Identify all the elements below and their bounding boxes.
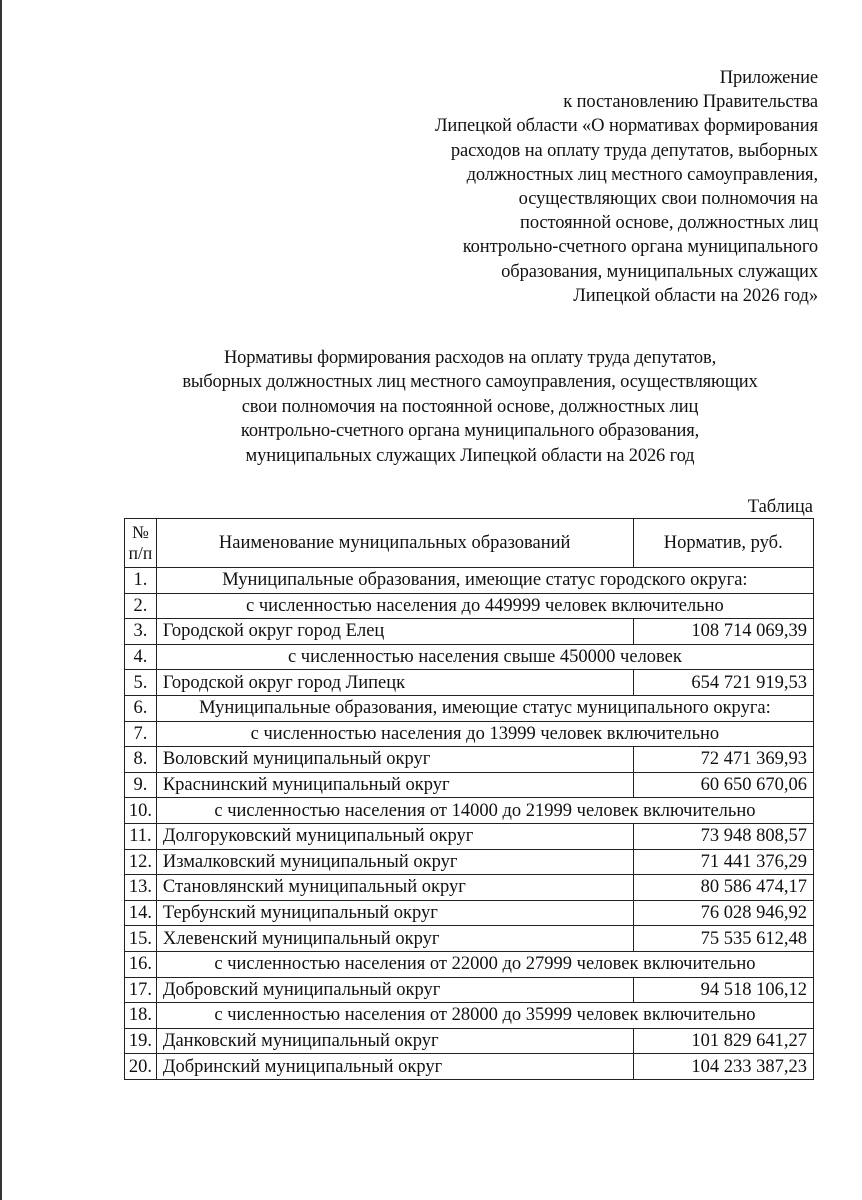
appendix-line: к постановлению Правительства: [563, 92, 818, 113]
norms-table: [124, 518, 814, 1080]
table-row: [125, 849, 814, 875]
appendix-line: расходов на оплату труда депутатов, выборных: [450, 140, 818, 161]
header-number: [125, 519, 157, 568]
row-number: 11.: [125, 823, 157, 849]
section-heading: с численностью населения от 22000 до 27999 человек включительно: [156, 951, 813, 977]
section-heading: с численностью населения до 449999 человек включительно: [156, 593, 813, 619]
norm-value: 654 721 919,53: [633, 670, 813, 696]
section-heading: с численностью населения от 14000 до 21999 человек включительно: [156, 798, 813, 824]
appendix-line: осуществляющих свои полномочия на: [518, 189, 818, 210]
municipality-name: Тербунский муниципальный округ: [156, 900, 633, 926]
title-line: контрольно-счетного органа муниципального образования,: [240, 421, 700, 442]
row-number: 2.: [125, 593, 157, 619]
table-section-row: [125, 568, 814, 594]
table-section-row: [125, 644, 814, 670]
norm-value: 104 233 387,23: [633, 1054, 813, 1080]
norm-value: 72 471 369,93: [633, 747, 813, 773]
appendix-line: Приложение: [719, 68, 818, 88]
table-section-row: [125, 721, 814, 747]
table-row: [125, 875, 814, 901]
row-number: 6.: [125, 695, 157, 721]
row-number: 19.: [125, 1028, 157, 1054]
municipality-name: Долгоруковский муниципальный округ: [156, 823, 633, 849]
table-row: [125, 1054, 814, 1080]
row-number: 7.: [125, 721, 157, 747]
header-number-symbol: №: [132, 522, 149, 542]
header-value: Норматив, руб.: [633, 519, 813, 568]
row-number: 18.: [125, 1003, 157, 1029]
municipality-name: Добровский муниципальный округ: [156, 977, 633, 1003]
norm-value: 71 441 376,29: [633, 849, 813, 875]
norm-value: 94 518 106,12: [633, 977, 813, 1003]
municipality-name: Хлевенский муниципальный округ: [156, 926, 633, 952]
table-section-row: [125, 695, 814, 721]
table-row: [125, 772, 814, 798]
row-number: 3.: [125, 619, 157, 645]
row-number: 1.: [125, 568, 157, 594]
header-number-abbrev: п/п: [128, 543, 153, 563]
norm-value: 80 586 474,17: [633, 875, 813, 901]
norm-value: 60 650 670,06: [633, 772, 813, 798]
appendix-line: Липецкой области «О нормативах формирования: [434, 116, 818, 137]
table-row: [125, 900, 814, 926]
municipality-name: Добринский муниципальный округ: [156, 1054, 633, 1080]
row-number: 8.: [125, 747, 157, 773]
row-number: 5.: [125, 670, 157, 696]
table-row: [125, 823, 814, 849]
appendix-header: [338, 66, 818, 308]
table-row: [125, 670, 814, 696]
norm-value: 76 028 946,92: [633, 900, 813, 926]
row-number: 16.: [125, 951, 157, 977]
municipality-name: Городской округ город Липецк: [156, 670, 633, 696]
table-row: [125, 977, 814, 1003]
section-heading: Муниципальные образования, имеющие статус муниципального округа:: [156, 695, 813, 721]
row-number: 10.: [125, 798, 157, 824]
table-body: [125, 568, 814, 1080]
appendix-line: Липецкой области на 2026 год»: [573, 285, 818, 306]
appendix-line: должностных лиц местного самоуправления,: [466, 164, 818, 185]
table-row: [125, 926, 814, 952]
appendix-line: образования, муниципальных служащих: [501, 261, 818, 282]
municipality-name: Воловский муниципальный округ: [156, 747, 633, 773]
row-number: 20.: [125, 1054, 157, 1080]
municipality-name: Краснинский муниципальный округ: [156, 772, 633, 798]
title-line: выборных должностных лиц местного самоуправления, осуществляющих: [182, 372, 758, 393]
row-number: 9.: [125, 772, 157, 798]
row-number: 17.: [125, 977, 157, 1003]
row-number: 12.: [125, 849, 157, 875]
section-heading: с численностью населения свыше 450000 человек: [156, 644, 813, 670]
appendix-line: постоянной основе, должностных лиц: [520, 213, 818, 234]
table-section-row: [125, 593, 814, 619]
norm-value: 75 535 612,48: [633, 926, 813, 952]
table-row: [125, 747, 814, 773]
table-header-row: [125, 519, 814, 568]
municipality-name: Городской округ город Елец: [156, 619, 633, 645]
row-number: 13.: [125, 875, 157, 901]
document-title: [120, 346, 820, 468]
title-line: Нормативы формирования расходов на оплату труда депутатов,: [223, 348, 717, 368]
title-line: свои полномочия на постоянной основе, должностных лиц: [241, 396, 699, 417]
row-number: 14.: [125, 900, 157, 926]
row-number: 15.: [125, 926, 157, 952]
table-section-row: [125, 951, 814, 977]
table-caption: Таблица: [747, 497, 813, 517]
norm-value: 108 714 069,39: [633, 619, 813, 645]
section-heading: с численностью населения до 13999 человек включительно: [156, 721, 813, 747]
table-section-row: [125, 1003, 814, 1029]
title-line: муниципальных служащих Липецкой области на 2026 год: [245, 445, 695, 466]
section-heading: с численностью населения от 28000 до 35999 человек включительно: [156, 1003, 813, 1029]
table-section-row: [125, 798, 814, 824]
appendix-line: контрольно-счетного органа муниципального: [462, 237, 818, 258]
table-row: [125, 619, 814, 645]
row-number: 4.: [125, 644, 157, 670]
table-row: [125, 1028, 814, 1054]
norm-value: 73 948 808,57: [633, 823, 813, 849]
municipality-name: Становлянский муниципальный округ: [156, 875, 633, 901]
header-name: Наименование муниципальных образований: [156, 519, 633, 568]
section-heading: Муниципальные образования, имеющие статус городского округа:: [156, 568, 813, 594]
municipality-name: Измалковский муниципальный округ: [156, 849, 633, 875]
municipality-name: Данковский муниципальный округ: [156, 1028, 633, 1054]
norm-value: 101 829 641,27: [633, 1028, 813, 1054]
page-edge: [0, 0, 2, 1200]
